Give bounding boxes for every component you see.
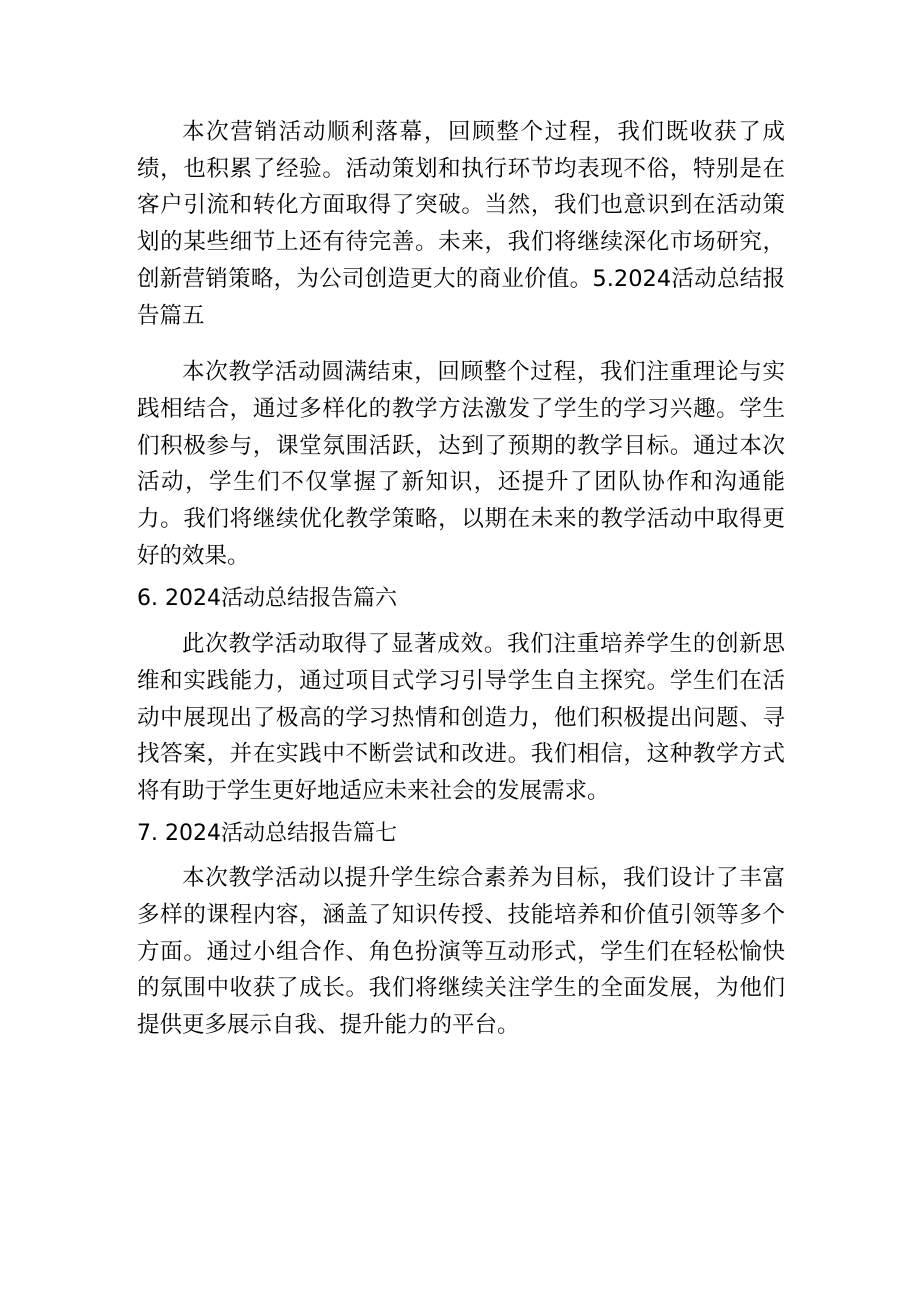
paragraph-teaching-summary-5: 本次教学活动圆满结束，回顾整个过程，我们注重理论与实践相结合，通过多样化的教学方法激发了学生的学习兴趣。学生们积极参与，课堂氛围活跃，达到了预期的教学目标。通过本次活动，学生们不仅掌握了新知识，还提升了团队协作和沟通能力。我们将继续优化教学策略，以期在未来的教学活动中取得更好的效果。 [137, 359, 785, 569]
paragraph-marketing-summary: 本次营销活动顺利落幕，回顾整个过程，我们既收获了成绩，也积累了经验。活动策划和执行环节均表现不俗，特别是在客户引流和转化方面取得了突破。当然，我们也意识到在活动策划的某些细节上还有待完善。未来，我们将继续深化市场研究，创新营销策略，为公司创造更大的商业价值。5.2024活动总结报告篇五 [137, 119, 785, 329]
paragraph-teaching-summary-6: 此次教学活动取得了显著成效。我们注重培养学生的创新思维和实践能力，通过项目式学习引导学生自主探究。学生们在活动中展现出了极高的学习热情和创造力，他们积极提出问题、寻找答案，并在实践中不断尝试和改进。我们相信，这种教学方式将有助于学生更好地适应未来社会的发展需求。 [137, 631, 785, 804]
section-heading-7: 7. 2024活动总结报告篇七 [137, 820, 397, 846]
document-body [137, 114, 785, 1044]
section-heading-6: 6. 2024活动总结报告篇六 [137, 586, 397, 612]
paragraph-teaching-summary-7: 本次教学活动以提升学生综合素养为目标，我们设计了丰富多样的课程内容，涵盖了知识传授、技能培养和价值引领等多个方面。通过小组合作、角色扮演等互动形式，学生们在轻松愉快的氛围中收获了成长。我们将继续关注学生的全面发展，为他们提供更多展示自我、提升能力的平台。 [137, 865, 785, 1039]
